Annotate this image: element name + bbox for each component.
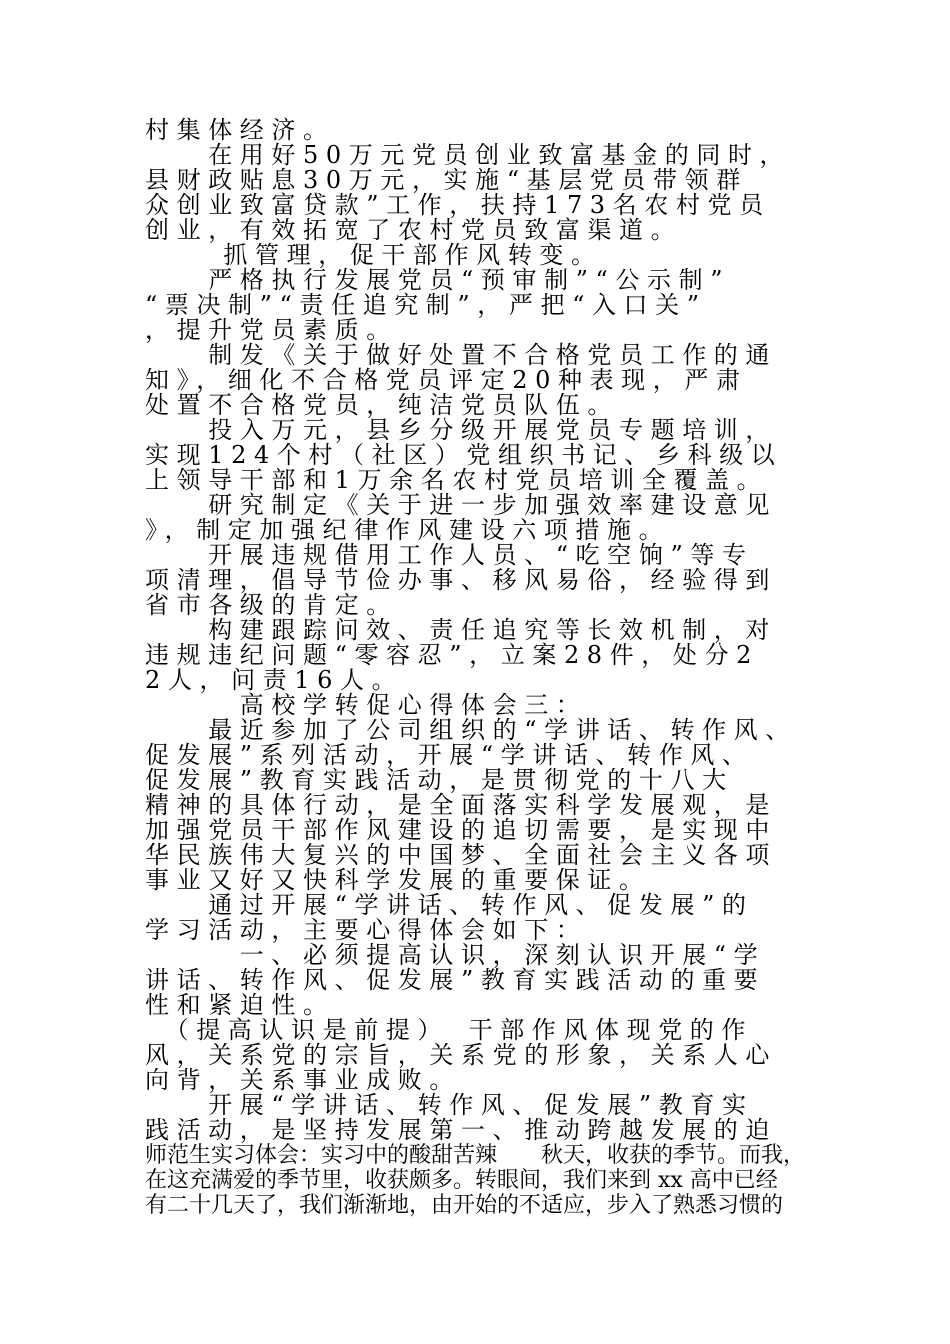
text-line: 开展“学讲话、转作风、促发展”教育实	[145, 1091, 754, 1119]
text-line: 省市各级的肯定。	[145, 591, 398, 619]
text-line: 项清理，倡导节俭办事、移风易俗，经验得到	[145, 566, 777, 594]
text-line: 践活动，是坚持发展第一、推动跨越发展的迫	[145, 1116, 777, 1144]
text-line: ，提升党员素质。	[145, 316, 398, 344]
text-line: 通过开展“学讲话、转作风、促发展”的	[145, 891, 754, 919]
text-line: （提高认识是前提） 干部作风体现党的作	[145, 1016, 753, 1044]
text-line: 开展违规借用工作人员、“吃空饷”等专	[145, 541, 754, 569]
document-page	[145, 118, 810, 1218]
text-line: 创业，有效拓宽了农村党员致富渠道。	[145, 216, 683, 244]
text-line: 研究制定《关于进一步加强效率建设意见	[145, 491, 777, 519]
text-line: 性和紧迫性。	[145, 991, 335, 1019]
text-line: 风，关系党的宗旨，关系党的形象，关系人心	[145, 1041, 777, 1069]
text-line: 精神的具体行动，是全面落实科学发展观，是	[145, 791, 777, 819]
text-line: 促发展”教育实践活动，是贯彻党的十八大	[145, 766, 734, 794]
text-line: 师范生实习体会：实习中的酸甜苦辣 秋天，收获的季节。而我，	[145, 1143, 806, 1168]
text-line: 众创业致富贷款”工作，扶持173名农村党员	[145, 191, 771, 219]
text-line: 促发展”系列活动，开展“学讲话、转作风、	[145, 741, 754, 769]
text-line: 处置不合格党员，纯洁党员队伍。	[145, 391, 619, 419]
text-line: “票决制”“责任追究制”，严把“入口关”	[145, 291, 707, 319]
text-line: 华民族伟大复兴的中国梦、全面社会主义各项	[145, 841, 777, 869]
text-line: 讲话、转作风、促发展”教育实践活动的重要	[145, 966, 766, 994]
text-line: 上领导干部和1万余名农村党员培训全覆盖。	[145, 466, 769, 494]
text-line: 加强党员干部作风建设的追切需要，是实现中	[145, 816, 777, 844]
text-line: 实现124个村（社区）党组织书记、乡科级以	[145, 441, 783, 469]
text-line: 有二十几天了，我们渐渐地，由开始的不适应，步入了熟悉习惯的	[145, 1193, 784, 1218]
text-line: 知》，细化不合格党员评定20种表现，严肃	[145, 366, 748, 394]
text-line: 》，制定加强纪律作风建设六项措施。	[145, 516, 671, 544]
text-line: 县财政贴息30万元，实施“基层党员带领群	[145, 166, 748, 194]
text-line: 违规违纪问题“零容忍”，立案28件，处分2	[145, 641, 759, 669]
text-line: 一、必须提高认识，深刻认识开展“学	[145, 941, 766, 969]
text-line: 构建跟踪问效、责任追究等长效机制，对	[145, 616, 777, 644]
text-line: 最近参加了公司组织的“学讲话、转作风、	[145, 716, 797, 744]
text-line: 2人，问责16人。	[145, 666, 404, 694]
text-line: 学习活动，主要心得体会如下：	[145, 916, 588, 944]
section-heading: 高校学转促心得体会三：	[145, 691, 588, 719]
text-line: 在这充满爱的季节里，收获颇多。转眼间，我们来到 xx 高中已经	[145, 1168, 778, 1193]
text-line: 投入万元，县乡分级开展党员专题培训，	[145, 416, 777, 444]
section-heading: 抓管理，促干部作风转变。	[145, 241, 603, 269]
text-line: 在用好50万元党员创业致富基金的同时，	[145, 141, 792, 169]
text-line: 村集体经济。	[145, 116, 335, 144]
text-line: 严格执行发展党员“预审制”“公示制”	[145, 266, 731, 294]
text-line: 制发《关于做好处置不合格党员工作的通	[145, 341, 777, 369]
text-line: 事业又好又快科学发展的重要保证。	[145, 866, 651, 894]
text-line: 向背，关系事业成败。	[145, 1066, 461, 1094]
